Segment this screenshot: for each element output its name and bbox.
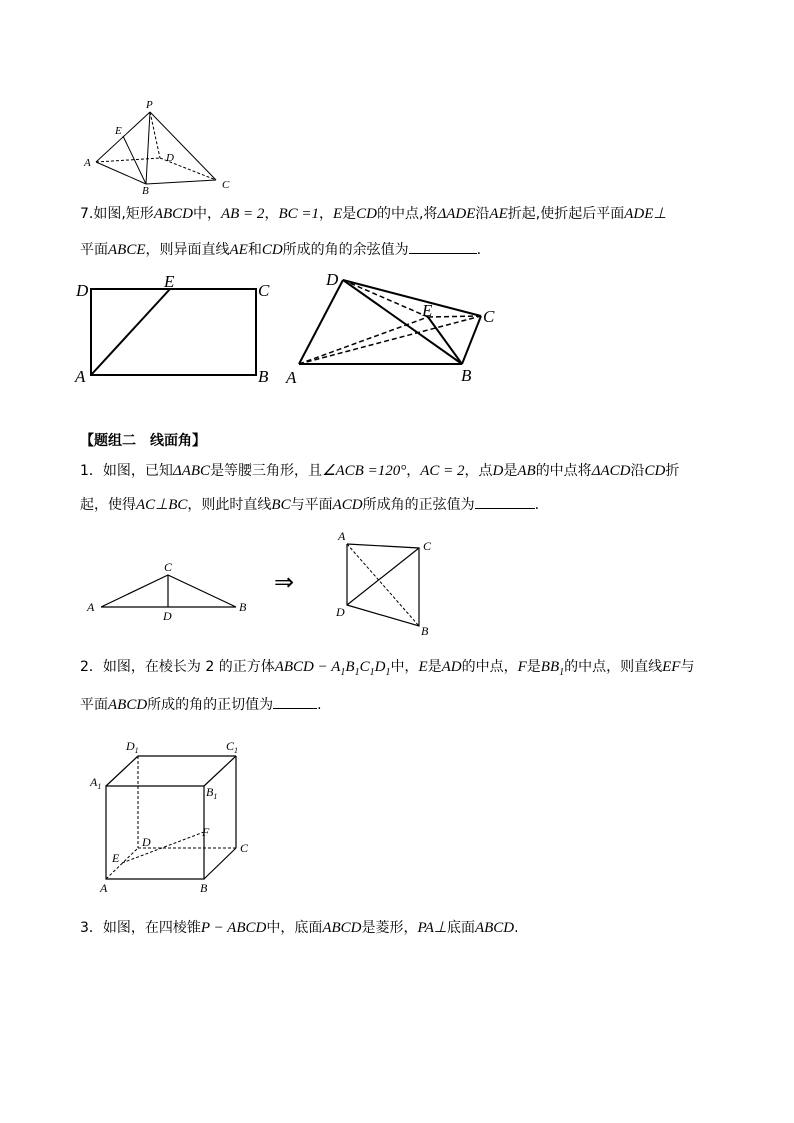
triangle-figure [84, 560, 254, 626]
label-C: C [423, 539, 432, 553]
answer-blank-q1[interactable] [475, 494, 535, 509]
dash-AC [299, 316, 481, 364]
q7-line2: 平面ABCE，则异面直线AE和CD所成的角的余弦值为 . [80, 239, 481, 260]
rectangle-figure [74, 272, 284, 387]
q2-line1: 2．如图，在棱长为 2 的正方体ABCD − $A_1B_1C_1D_1$中，E是AD的中点，F是$BB_1$的中点，则直线EF与 [80, 659, 695, 678]
label-E: E [164, 272, 175, 291]
edge-AB [96, 162, 146, 184]
edge-DB [343, 280, 462, 364]
q7-line1: 7.如图,矩形ABCD中，AB = 2，BC =1，E是CD的中点,将ΔADE沿AE折起,使折起后平面ADE⊥ [80, 206, 667, 222]
answer-blank-q7[interactable] [409, 239, 477, 254]
dash-AE [299, 317, 428, 364]
label-B: B [461, 366, 472, 385]
label-C: C [240, 841, 249, 855]
dash-EC [428, 316, 481, 317]
label-C: C [258, 281, 270, 300]
label-D: D [326, 270, 339, 289]
edge-PD [150, 112, 160, 158]
label-C: C [483, 307, 495, 326]
q3-line1: 3．如图，在四棱锥P − ABCD中，底面ABCD是菱形，PA⊥底面ABCD. [80, 920, 519, 936]
label-A: A [84, 157, 91, 169]
label-D1: $D_1$ [126, 739, 139, 755]
label-C: C [222, 179, 230, 191]
label-D: D [142, 835, 151, 849]
edge-AD [96, 158, 160, 162]
edge-PB [146, 112, 150, 184]
edge-BC [462, 316, 481, 364]
edge-BC [204, 848, 236, 879]
label-B: B [200, 881, 208, 895]
q1-line2: 起，使得AC⊥BC，则此时直线BC与平面ACD所成角的正弦值为 . [80, 494, 539, 515]
label-B1: $B_1$ [206, 785, 218, 801]
label-D: D [166, 152, 174, 164]
edge-DA [299, 280, 343, 364]
segment-AE [91, 289, 170, 375]
label-D: D [76, 281, 89, 300]
label-A: A [75, 367, 86, 386]
edge-PC [150, 112, 216, 180]
label-A: A [87, 600, 95, 614]
folded-figure [282, 265, 507, 390]
folded-triangle-figure [330, 528, 440, 640]
label-B: B [258, 367, 269, 386]
label-E: E [422, 301, 433, 320]
label-E: E [115, 125, 122, 137]
label-A: A [100, 881, 108, 895]
label-E: E [112, 851, 120, 865]
edge-B1C1 [204, 756, 236, 786]
label-D: D [163, 609, 172, 623]
edge-BC [146, 180, 216, 184]
label-C: C [164, 560, 173, 574]
label-A: A [286, 368, 297, 387]
fold-arrow: ⇒ [274, 568, 295, 596]
label-B: B [142, 185, 149, 197]
label-B: B [239, 600, 247, 614]
rect-ABCD [91, 289, 256, 375]
answer-blank-q2[interactable] [273, 694, 317, 709]
label-A: A [338, 529, 346, 543]
q2-line2: 平面ABCD所成的角的正切值为 . [80, 694, 322, 715]
edge-A1D1 [106, 756, 138, 786]
label-A1: $A_1$ [90, 775, 102, 791]
label-F: F [202, 825, 210, 839]
edge-AD [106, 848, 138, 879]
label-C1: $C_1$ [226, 739, 239, 755]
section-heading: 【题组二 线面角】 [80, 433, 206, 449]
pyramid-figure [78, 98, 238, 198]
q1-line1: 1．如图，已知ΔABC是等腰三角形，且∠ACB =120°，AC = 2，点D是AB的中点将ΔACD沿CD折 [80, 463, 680, 479]
label-D: D [336, 605, 345, 619]
label-P: P [146, 99, 153, 111]
label-B: B [421, 624, 429, 638]
cube-figure [84, 736, 254, 898]
